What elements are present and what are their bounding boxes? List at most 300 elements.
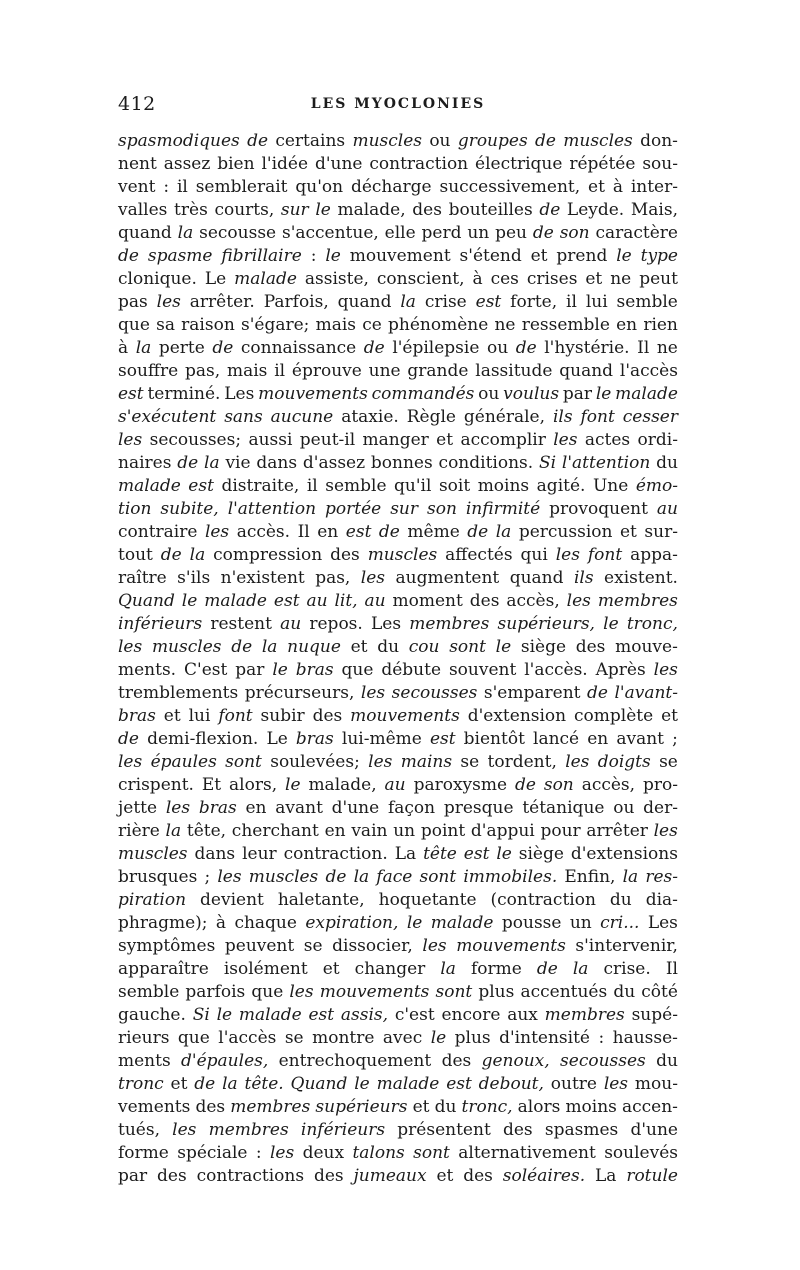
word: lui xyxy=(188,706,211,726)
word: les xyxy=(172,1120,197,1140)
word: courts, xyxy=(214,200,275,220)
word: très xyxy=(174,200,208,220)
word: le xyxy=(430,1028,447,1048)
word: se xyxy=(460,752,480,772)
word: debout, xyxy=(478,1074,544,1094)
word: et xyxy=(588,177,605,197)
text-line xyxy=(118,199,678,222)
word: secousse xyxy=(199,223,277,243)
word: s'exécutent xyxy=(118,407,217,427)
word: la xyxy=(572,959,589,979)
word: genoux, xyxy=(481,1051,550,1071)
word: est xyxy=(475,292,502,312)
word: subir xyxy=(260,706,305,726)
word: affectés xyxy=(445,545,513,565)
word: la xyxy=(400,292,416,312)
text-line xyxy=(118,337,678,360)
word: repos. xyxy=(309,614,363,634)
word: rieurs xyxy=(118,1028,170,1048)
word: Règle xyxy=(406,407,456,427)
word: accès, xyxy=(506,591,560,611)
word: ces xyxy=(490,269,519,289)
word: tion xyxy=(118,499,152,519)
running-head xyxy=(118,93,678,117)
word: phénomène xyxy=(388,315,489,335)
text-line xyxy=(118,245,678,268)
word: accès, xyxy=(581,775,636,795)
text-line xyxy=(118,268,678,291)
text-line xyxy=(118,797,678,820)
word: mouvements xyxy=(258,384,368,404)
word: s'ils xyxy=(177,568,211,588)
word: soulevés xyxy=(604,1143,678,1163)
word: il xyxy=(566,292,577,312)
word: Parfois, xyxy=(263,292,329,312)
word: siège xyxy=(518,844,564,864)
word: de xyxy=(231,637,253,657)
word: sont xyxy=(449,637,486,657)
word: entrechoquement xyxy=(278,1051,432,1071)
word: Et xyxy=(201,775,222,795)
text-line xyxy=(118,935,678,958)
word: elle xyxy=(384,223,416,243)
word: rotule xyxy=(626,1166,678,1186)
word: sont xyxy=(225,752,262,772)
word: et xyxy=(585,269,603,289)
word: des xyxy=(312,706,343,726)
word: crise xyxy=(424,292,467,312)
word: bras xyxy=(118,706,156,726)
word: les xyxy=(118,752,143,772)
word: il xyxy=(176,177,188,197)
word: isolément xyxy=(223,959,308,979)
word: font xyxy=(580,407,615,427)
word: cri... xyxy=(600,913,640,933)
word: sa xyxy=(156,315,175,335)
word: et xyxy=(163,706,181,726)
word: (contraction xyxy=(490,890,596,910)
word: encore xyxy=(441,1005,501,1025)
word: tête. xyxy=(244,1074,284,1094)
word: générale, xyxy=(463,407,546,427)
word: répétée xyxy=(569,154,636,174)
word: sur xyxy=(280,200,309,220)
word: fibrillaire xyxy=(221,246,302,266)
word: est xyxy=(188,476,214,496)
word: prend xyxy=(556,246,608,266)
word: les xyxy=(368,752,393,772)
word: des xyxy=(195,1097,226,1117)
word: contraction xyxy=(369,154,469,174)
word: naires xyxy=(118,453,172,473)
word: augmentent xyxy=(395,568,500,588)
word: rière xyxy=(118,821,160,841)
word: leur xyxy=(242,844,277,864)
word: par xyxy=(562,384,593,404)
word: tronc, xyxy=(461,1097,513,1117)
word: contraire xyxy=(118,522,198,542)
word: un xyxy=(393,821,416,841)
word: il xyxy=(306,476,318,496)
word: des xyxy=(412,200,442,220)
word: malade xyxy=(376,1074,440,1094)
word: s'emparent xyxy=(483,683,581,703)
word: les xyxy=(156,292,181,312)
word: les xyxy=(555,545,580,565)
word: bientôt xyxy=(463,729,525,749)
word: Le xyxy=(266,729,288,749)
text-line xyxy=(118,682,678,705)
word: complète xyxy=(574,706,654,726)
word: qui xyxy=(520,545,548,565)
word: le xyxy=(406,913,423,933)
word: Il xyxy=(637,338,650,358)
word: éprouve xyxy=(291,361,362,381)
word: s'intervenir, xyxy=(575,936,678,956)
word: alors, xyxy=(229,775,278,795)
word: chaque xyxy=(234,913,297,933)
word: les xyxy=(217,867,242,887)
word: le xyxy=(616,246,632,266)
word: inférieurs xyxy=(118,614,203,634)
word: compression xyxy=(213,545,323,565)
word: mou- xyxy=(634,1074,678,1094)
word: la xyxy=(440,959,456,979)
word: une xyxy=(368,361,401,381)
word: Il xyxy=(297,522,310,542)
word: bouteilles xyxy=(448,200,533,220)
word: au xyxy=(364,591,386,611)
word: raître xyxy=(118,568,167,588)
word: souvent xyxy=(448,660,517,680)
word: membres xyxy=(409,614,490,634)
word: bras xyxy=(295,660,334,680)
word: immobiles. xyxy=(463,867,558,887)
word: malade xyxy=(238,1005,302,1025)
word: lancé xyxy=(533,729,580,749)
word: expiration, xyxy=(305,913,399,933)
word: l'attention xyxy=(561,453,651,473)
word: forme xyxy=(470,959,522,979)
word: les xyxy=(165,798,191,818)
word: Enfin, xyxy=(564,867,616,887)
word: que xyxy=(177,1028,210,1048)
word: et xyxy=(350,637,368,657)
word: peuvent xyxy=(224,936,295,956)
text-line xyxy=(118,866,678,889)
word: forme xyxy=(118,1143,169,1163)
text-line xyxy=(118,1119,678,1142)
word: de xyxy=(378,522,400,542)
word: de xyxy=(363,338,385,358)
word: façon xyxy=(387,798,436,818)
word: montre xyxy=(312,1028,375,1048)
word: des xyxy=(330,545,360,565)
text-line xyxy=(118,958,678,981)
word: Les xyxy=(224,384,255,404)
word: le xyxy=(495,637,512,657)
word: précurseurs, xyxy=(244,683,355,703)
word: muscles xyxy=(352,131,422,151)
word: le xyxy=(325,246,341,266)
word: n'existent xyxy=(220,568,305,588)
word: C'est xyxy=(184,660,228,680)
word: est xyxy=(446,1074,472,1094)
word: de xyxy=(325,867,347,887)
word: au xyxy=(384,775,406,795)
word: ; xyxy=(204,867,211,887)
word: secousses xyxy=(391,683,478,703)
word: l'hystérie. xyxy=(544,338,630,358)
word: lui-même xyxy=(341,729,422,749)
word: conscient, xyxy=(376,269,465,289)
word: siège xyxy=(520,637,567,657)
word: ce xyxy=(362,315,382,335)
word: peut-il xyxy=(299,430,356,450)
word: raison xyxy=(181,315,235,335)
word: c'est xyxy=(394,1005,435,1025)
text-line xyxy=(118,889,678,912)
word: certains xyxy=(275,131,346,151)
word: les xyxy=(422,936,447,956)
word: moins xyxy=(565,1097,617,1117)
word: symptômes xyxy=(118,936,216,956)
word: sont xyxy=(435,982,473,1002)
word: à xyxy=(215,913,227,933)
word: la xyxy=(165,821,182,841)
word: la xyxy=(261,637,278,657)
word: peu xyxy=(495,223,528,243)
word: d'une xyxy=(331,798,380,818)
word: de xyxy=(247,131,269,151)
word: vain xyxy=(351,821,388,841)
word: nent xyxy=(118,154,157,174)
word: qu'on xyxy=(295,177,344,197)
text-line xyxy=(118,383,678,406)
word: Il xyxy=(665,959,678,979)
text-line xyxy=(118,222,678,245)
word: d'une xyxy=(630,1120,678,1140)
word: de xyxy=(536,959,558,979)
word: pour xyxy=(540,821,581,841)
word: mais xyxy=(226,361,268,381)
word: qu'il xyxy=(394,476,432,496)
text-line xyxy=(118,728,678,751)
word: avant xyxy=(275,798,323,818)
word: existent. xyxy=(604,568,678,588)
word: se xyxy=(659,752,678,772)
word: font xyxy=(218,706,253,726)
word: pousse xyxy=(501,913,562,933)
word: de xyxy=(532,223,554,243)
word: spasme xyxy=(147,246,213,266)
word: spéciale xyxy=(177,1143,248,1163)
word: : xyxy=(598,1028,605,1048)
word: ou xyxy=(429,131,451,151)
word: ments xyxy=(118,1051,171,1071)
word: des xyxy=(157,1166,187,1186)
word: d'assez xyxy=(302,453,366,473)
word: l'idée xyxy=(261,154,309,174)
word: de xyxy=(194,1074,216,1094)
word: : xyxy=(255,1143,262,1163)
word: Leyde. xyxy=(566,200,625,220)
word: de xyxy=(118,246,139,266)
word: tronc, xyxy=(626,614,678,634)
word: res- xyxy=(645,867,678,887)
word: outre xyxy=(550,1074,597,1094)
word: accès. xyxy=(236,522,291,542)
word: point xyxy=(420,821,466,841)
word: de xyxy=(177,453,199,473)
word: les xyxy=(565,752,590,772)
word: Mais, xyxy=(630,200,678,220)
word: plus xyxy=(478,982,515,1002)
word: au xyxy=(306,591,328,611)
word: membres xyxy=(208,1120,289,1140)
word: Si xyxy=(192,1005,210,1025)
word: membres xyxy=(544,1005,625,1025)
word: le xyxy=(595,384,612,404)
word: avec xyxy=(382,1028,423,1048)
word: peut xyxy=(639,269,678,289)
text-line xyxy=(118,1004,678,1027)
word: ments. xyxy=(118,660,177,680)
word: valles xyxy=(118,200,168,220)
word: tronc xyxy=(118,1074,164,1094)
word: mouvement xyxy=(349,246,451,266)
word: don- xyxy=(640,131,678,151)
word: la xyxy=(222,1074,238,1094)
word: le xyxy=(496,844,512,864)
text-line xyxy=(118,452,678,475)
text-line xyxy=(118,544,678,567)
word: Quand xyxy=(118,591,175,611)
word: tête, xyxy=(186,821,227,841)
word: jumeaux xyxy=(353,1166,427,1186)
word: portée xyxy=(325,499,382,519)
word: de xyxy=(534,131,556,151)
word: de xyxy=(467,522,489,542)
word: le xyxy=(315,200,331,220)
word: l'avant- xyxy=(614,683,678,703)
word: se xyxy=(303,936,323,956)
word: : xyxy=(310,246,317,266)
word: crises xyxy=(526,269,578,289)
word: et xyxy=(530,246,548,266)
word: bonnes xyxy=(370,453,433,473)
word: quand xyxy=(509,568,564,588)
word: talons xyxy=(352,1143,405,1163)
word: d'extensions xyxy=(570,844,678,864)
word: des xyxy=(469,591,500,611)
word: face xyxy=(376,867,413,887)
word: la xyxy=(353,867,370,887)
word: accentués xyxy=(520,982,608,1002)
text-line xyxy=(118,130,678,153)
word: un xyxy=(467,223,490,243)
word: du xyxy=(656,453,678,473)
word: bras xyxy=(198,798,237,818)
word: tête xyxy=(423,844,457,864)
text-line xyxy=(118,360,678,383)
word: conditions. xyxy=(438,453,534,473)
word: secousses; xyxy=(149,430,242,450)
word: inter- xyxy=(630,177,678,197)
word: distraite, xyxy=(221,476,300,496)
word: hoquetante xyxy=(378,890,477,910)
word: haletante, xyxy=(277,890,365,910)
word: que xyxy=(251,982,284,1002)
body-text xyxy=(118,130,678,1188)
word: en xyxy=(324,821,346,841)
word: La xyxy=(394,844,417,864)
word: ne xyxy=(494,315,516,335)
word: Si xyxy=(538,453,557,473)
word: muscles xyxy=(118,844,188,864)
word: : xyxy=(163,177,170,197)
word: assez xyxy=(163,154,211,174)
word: mouvements xyxy=(350,706,460,726)
word: sans xyxy=(224,407,263,427)
word: souffre xyxy=(118,361,179,381)
word: supérieurs, xyxy=(497,614,595,634)
word: son xyxy=(426,499,457,519)
word: les xyxy=(360,568,386,588)
word: des xyxy=(441,1051,472,1071)
word: clonique. xyxy=(118,269,197,289)
word: hausse- xyxy=(612,1028,678,1048)
word: Les xyxy=(647,913,678,933)
word: mouvements xyxy=(319,982,430,1002)
word: tordent, xyxy=(487,752,557,772)
word: d'appui xyxy=(470,821,535,841)
word: subite, xyxy=(160,499,219,519)
word: Quand xyxy=(290,1074,348,1094)
word: les xyxy=(360,683,386,703)
word: les xyxy=(603,1074,629,1094)
word: secousses xyxy=(560,1051,646,1071)
word: et xyxy=(412,1097,430,1117)
word: infirmité xyxy=(465,499,541,519)
word: agité. xyxy=(536,476,586,496)
word: supérieurs xyxy=(315,1097,408,1117)
word: membres xyxy=(230,1097,311,1117)
word: de xyxy=(118,729,139,749)
word: paroxysme xyxy=(413,775,508,795)
word: presque xyxy=(443,798,514,818)
text-line xyxy=(118,590,678,613)
word: ou xyxy=(486,338,509,358)
word: épaules xyxy=(150,752,217,772)
word: parfois xyxy=(185,982,246,1002)
word: par xyxy=(118,1166,148,1186)
word: bien xyxy=(217,154,255,174)
word: malade xyxy=(204,591,267,611)
word: perd xyxy=(421,223,462,243)
word: semblerait xyxy=(195,177,288,197)
text-line xyxy=(118,567,678,590)
word: ou xyxy=(478,384,500,404)
word: Le xyxy=(204,269,227,289)
word: spasmodiques xyxy=(118,131,240,151)
word: deux xyxy=(302,1143,345,1163)
word: voulus xyxy=(503,384,560,404)
text-line xyxy=(118,613,678,636)
word: bras xyxy=(295,729,334,749)
word: appa- xyxy=(630,545,678,565)
text-line xyxy=(118,774,678,797)
